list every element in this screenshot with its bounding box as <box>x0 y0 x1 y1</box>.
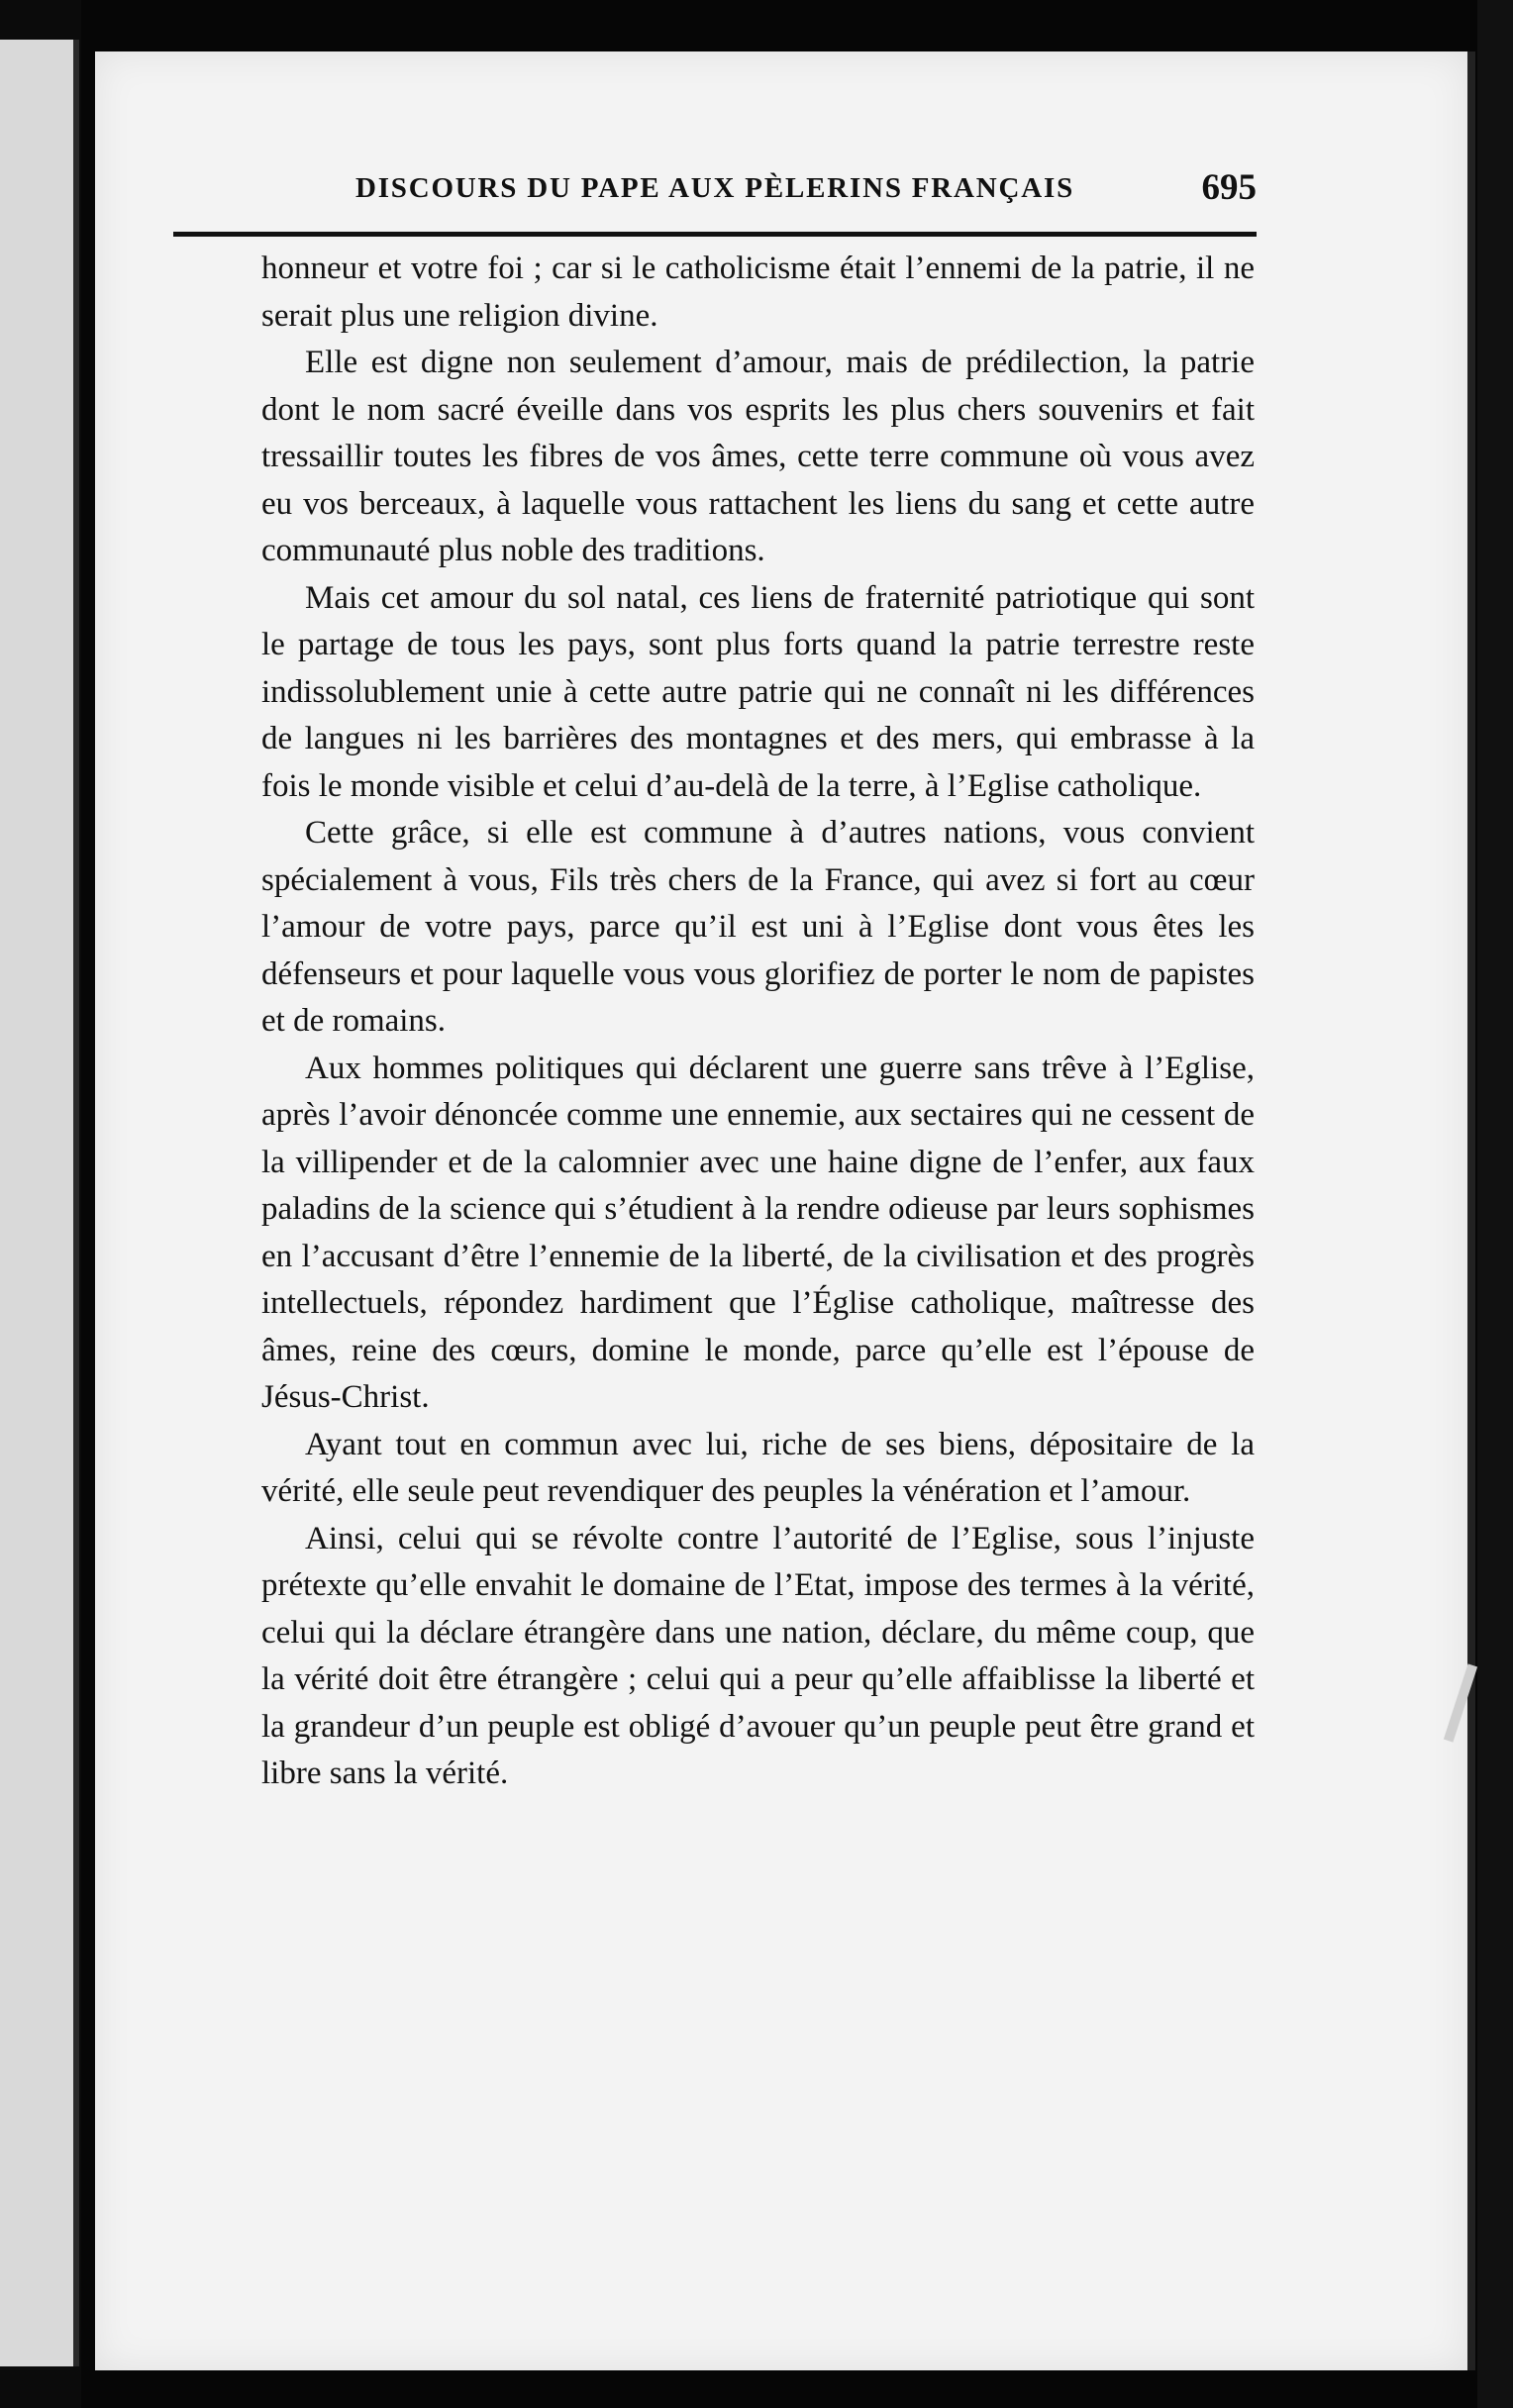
paragraph: Elle est digne non seulement d’amour, mais de prédilection, la patrie dont le nom sacré éveille dans vos esprits les plus chers souvenirs et fait tressaillir toutes les fibres de vos âmes, cette terre commune où vous avez eu vos berceaux, à laquelle vous rattachent les liens du sang et cette autre communauté plus noble des traditions. <box>261 345 1255 568</box>
body-text <box>261 246 1255 1798</box>
paragraph-continuation: honneur et votre foi ; car si le catholicisme était l’ennemi de la patrie, il ne serait plus une religion divine. <box>261 251 1255 334</box>
paragraph: Ayant tout en commun avec lui, riche de ses biens, dépositaire de la vérité, elle seule peut revendiquer des peuples la vénération et l’amour. <box>261 1426 1255 1509</box>
paragraph: Aux hommes politiques qui déclarent une guerre sans trêve à l’Eglise, après l’avoir dénoncée comme une ennemie, aux sectaires qui ne cessent de la villipender et de la calomnier avec une haine digne de l’enfer, aux faux paladins de la science qui s’étudient à la rendre odieuse par leurs sophismes en l’accusant d’être l’ennemie de la liberté, de la civilisation et des progrès intellectuels, répondez hardiment que l’Église catholique, maîtresse des âmes, reine des cœurs, domine le monde, parce qu’elle est l’épouse de Jésus-Christ. <box>261 1050 1255 1415</box>
facing-page-edge <box>0 40 79 2366</box>
running-title: DISCOURS DU PAPE AUX PÈLERINS FRANÇAIS <box>354 172 1075 204</box>
paragraph: Cette grâce, si elle est commune à d’autres nations, vous convient spécialement à vous, Fils très chers de la France, qui avez si fort au cœur l’amour de votre pays, parce qu’il est uni à l’Eglise dont vous êtes les défenseurs et pour laquelle vous vous glorifiez de porter le nom de papistes et de romains. <box>261 815 1255 1039</box>
paragraph: Ainsi, celui qui se révolte contre l’autorité de l’Eglise, sous l’injuste prétexte qu’elle envahit le domaine de l’Etat, impose des termes à la vérité, celui qui la déclare étrangère dans une nation, déclare, du même coup, que la vérité doit être étrangère ; celui qui a peur qu’elle affaiblisse la liberté et la grandeur d’un peuple est obligé d’avouer qu’un peuple peut être grand et libre sans la vérité. <box>261 1520 1255 1791</box>
scan-right-edge <box>1477 0 1513 2408</box>
page-number: 695 <box>1201 167 1257 208</box>
paragraph: Mais cet amour du sol natal, ces liens de fraternité patriotique qui sont le partage de tous les pays, sont plus forts quand la patrie terrestre reste indissolublement unie à cette autre patrie qui ne connaît ni les différences de langues ni les barrières des montagnes et des mers, qui embrasse à la fois le monde visible et celui d’au-delà de la terre, à l’Eglise catholique. <box>261 579 1255 804</box>
running-header <box>173 167 1257 237</box>
